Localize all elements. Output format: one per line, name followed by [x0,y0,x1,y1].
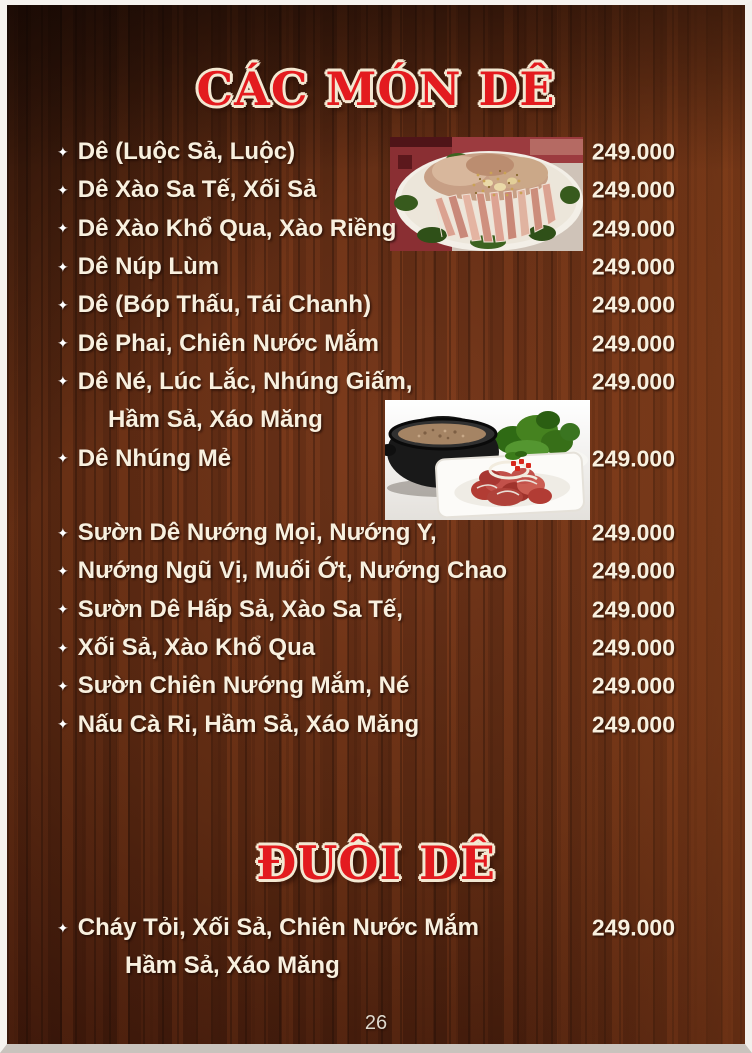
diamond-bullet-icon: ✦ [57,716,69,733]
dish-price: 249.000 [591,138,675,165]
dish-name: Dê Xào Khổ Qua, Xào Riềng [77,214,397,242]
menu-item-row [57,909,675,947]
diamond-bullet-icon: ✦ [57,296,69,313]
dish-name: Dê Phai, Chiên Nước Mắm [77,329,379,357]
dish-price: 249.000 [591,176,675,203]
goat-hotpot-raw-meat-photo [385,400,590,520]
dish-price: 249.000 [591,711,675,738]
dish-price: 249.000 [591,634,675,661]
dish-name: Hầm Sả, Xáo Măng [125,952,340,980]
dish-price: 249.000 [591,596,675,623]
menu-item-row [57,629,675,667]
menu-group-suon-de [57,514,675,744]
dish-name: Nướng Ngũ Vị, Muối Ớt, Nướng Chao [77,557,508,585]
menu-item-row [57,705,675,743]
diamond-bullet-icon: ✦ [57,524,69,541]
dish-name: Dê (Bóp Thấu, Tái Chanh) [77,291,372,319]
menu-item-row [57,248,675,286]
dish-price: 249.000 [591,672,675,699]
dish-price: 249.000 [591,330,675,357]
menu-item-row [57,133,675,171]
menu-item-row [57,363,675,401]
section-title-duoi-de: ĐUÔI DÊ [256,836,496,890]
dish-price: 249.000 [591,253,675,280]
dish-name: Nấu Cà Ri, Hầm Sả, Xáo Măng [77,710,420,738]
menu-group-duoi-de [57,909,675,986]
diamond-bullet-icon: ✦ [57,220,69,237]
menu-item-row [57,286,675,324]
dish-price: 249.000 [591,519,675,546]
menu-item-row [57,667,675,705]
diamond-bullet-icon: ✦ [57,181,69,198]
diamond-bullet-icon: ✦ [57,601,69,618]
dish-name: Sườn Chiên Nướng Mắm, Né [77,672,410,700]
dish-name: Dê Núp Lùm [77,253,220,281]
dish-name: Cháy Tỏi, Xối Sả, Chiên Nước Mắm [77,914,479,942]
dish-price: 249.000 [591,215,675,242]
dish-name: Dê Né, Lúc Lắc, Nhúng Giấm, [77,367,413,395]
menu-item-row [57,947,675,985]
dish-name: Sườn Dê Nướng Mọi, Nướng Y, [77,519,437,547]
dish-price: 249.000 [591,445,675,472]
dish-price: 249.000 [591,368,675,395]
diamond-bullet-icon: ✦ [57,143,69,160]
menu-item-row [57,171,675,209]
diamond-bullet-icon: ✦ [57,919,69,936]
diamond-bullet-icon: ✦ [57,562,69,579]
dish-name: Dê Nhúng Mẻ [77,444,232,472]
diamond-bullet-icon: ✦ [57,639,69,656]
dish-price: 249.000 [591,557,675,584]
diamond-bullet-icon: ✦ [57,677,69,694]
dish-price: 249.000 [591,914,675,941]
section-title-cac-mon-de: CÁC MÓN DÊ [196,62,556,116]
diamond-bullet-icon: ✦ [57,258,69,275]
diamond-bullet-icon: ✦ [57,450,69,467]
dish-name: Xối Sả, Xào Khổ Qua [77,634,316,662]
dish-name: Dê Xào Sa Tế, Xối Sả [77,176,317,204]
dish-price: 249.000 [591,291,675,318]
page-number: 26 [364,1012,388,1034]
menu-item-row [57,324,675,362]
dish-name: Hầm Sả, Xáo Măng [108,406,323,434]
diamond-bullet-icon: ✦ [57,373,69,390]
menu-item-row [57,552,675,590]
diamond-bullet-icon: ✦ [57,335,69,352]
dish-name: Sườn Dê Hấp Sả, Xào Sa Tế, [77,595,403,623]
menu-item-row [57,210,675,248]
menu-item-row [57,514,675,552]
menu-item-row [57,591,675,629]
dish-name: Dê (Luộc Sả, Luộc) [77,138,296,166]
